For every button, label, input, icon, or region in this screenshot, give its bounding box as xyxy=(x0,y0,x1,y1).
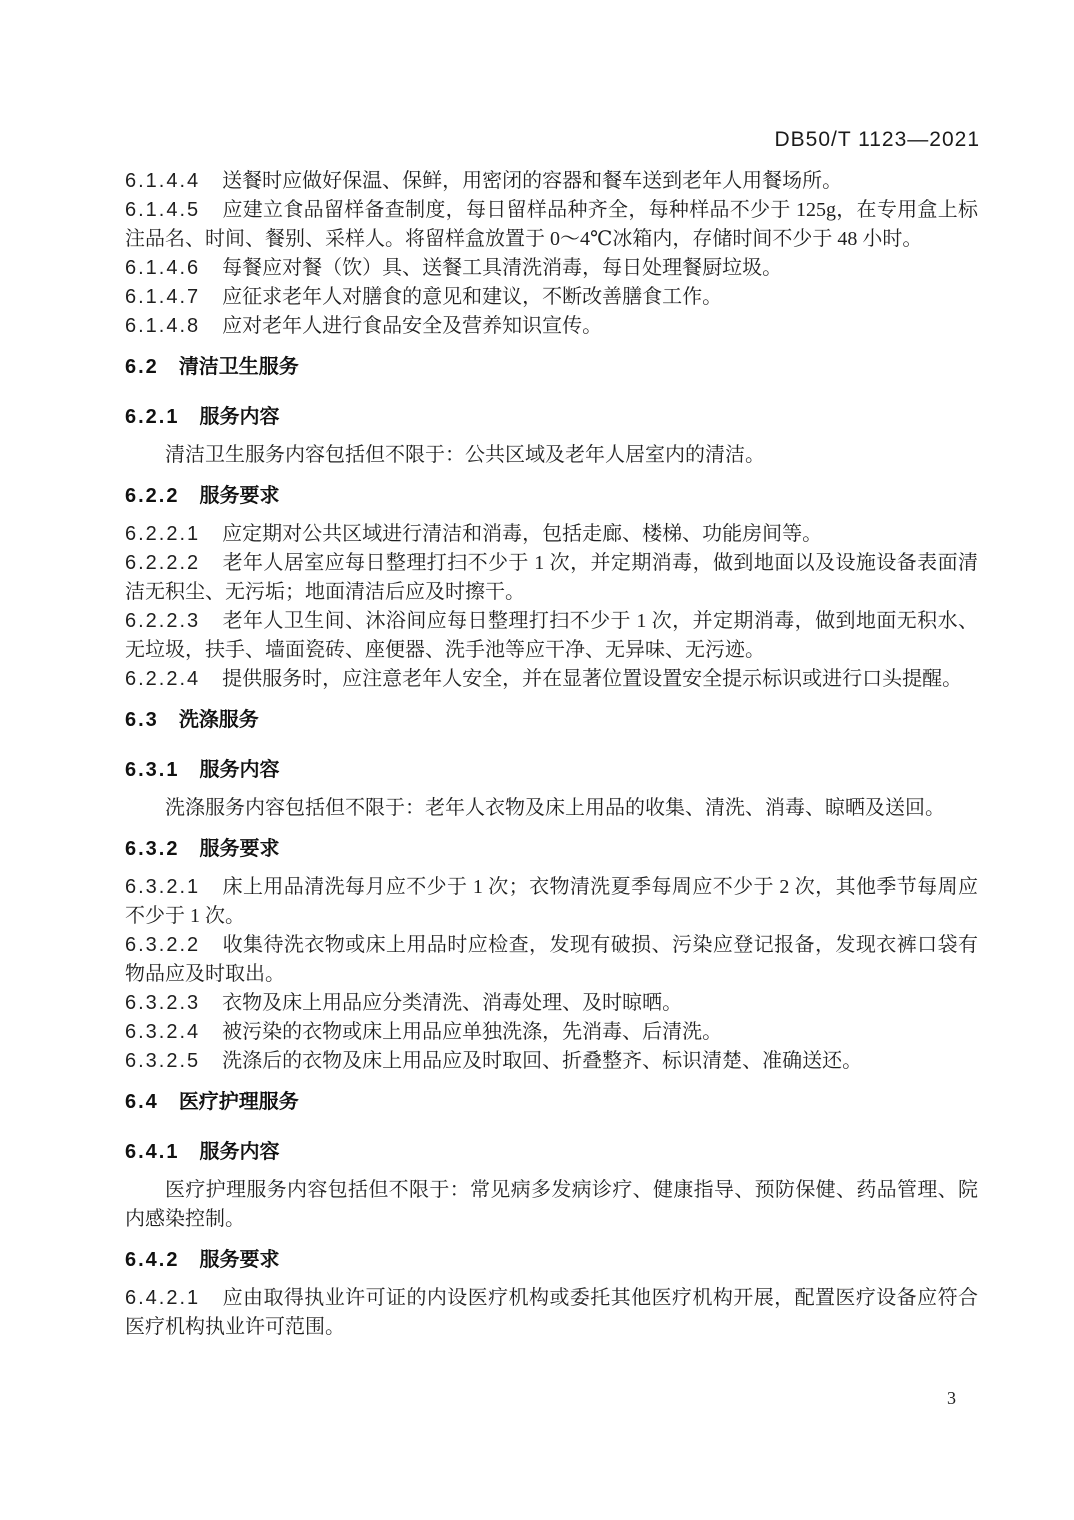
clause-number: 6.3.2.2 xyxy=(125,934,201,956)
section-heading xyxy=(125,391,978,441)
heading-title: 服务内容 xyxy=(199,759,280,781)
clause-text: 收集待洗衣物或床上用品时应检查，发现有破损、污染应登记报备，发现衣裤口袋有物品应及时取出。 xyxy=(125,934,978,985)
heading-number: 6.2 xyxy=(125,356,159,378)
heading-number: 6.4 xyxy=(125,1091,159,1113)
clause-paragraph xyxy=(125,312,978,341)
clause-text: 应由取得执业许可证的内设医疗机构或委托其他医疗机构开展，配置医疗设备应符合医疗机构执业许可范围。 xyxy=(125,1287,978,1338)
clause-paragraph xyxy=(125,254,978,283)
clause-text: 床上用品清洗每月应不少于 1 次；衣物清洗夏季每周应不少于 2 次，其他季节每周应不少于 1 次。 xyxy=(125,876,978,927)
clause-number: 6.3.2.4 xyxy=(125,1021,201,1043)
section-heading xyxy=(125,1234,978,1284)
clause-text: 洗涤后的衣物及床上用品应及时取回、折叠整齐、标识清楚、准确送还。 xyxy=(222,1050,863,1072)
clause-number: 6.2.2.2 xyxy=(125,552,201,574)
clause-number: 6.1.4.5 xyxy=(125,199,201,221)
heading-number: 6.4.1 xyxy=(125,1141,180,1163)
clause-text: 送餐时应做好保温、保鲜，用密闭的容器和餐车送到老年人用餐场所。 xyxy=(222,170,843,192)
section-heading xyxy=(125,823,978,873)
clause-paragraph xyxy=(125,989,978,1018)
heading-title: 服务要求 xyxy=(199,1249,280,1271)
clause-text: 老年人居室应每日整理打扫不少于 1 次，并定期消毒，做到地面以及设施设备表面清洁无积尘、无污垢；地面清洁后应及时擦干。 xyxy=(125,552,978,603)
heading-number: 6.2.2 xyxy=(125,485,180,507)
clause-paragraph xyxy=(125,1284,978,1342)
section-heading xyxy=(125,744,978,794)
clause-text: 老年人卫生间、沐浴间应每日整理打扫不少于 1 次，并定期消毒，做到地面无积水、无垃圾，扶手、墙面瓷砖、座便器、洗手池等应干净、无异味、无污迹。 xyxy=(125,610,978,661)
clause-text: 应征求老年人对膳食的意见和建议，不断改善膳食工作。 xyxy=(222,286,723,308)
heading-number: 6.2.1 xyxy=(125,406,180,428)
section-heading xyxy=(125,1076,978,1126)
clause-paragraph xyxy=(125,607,978,665)
clause-text: 衣物及床上用品应分类清洗、消毒处理、及时晾晒。 xyxy=(222,992,683,1014)
clause-text: 提供服务时，应注意老年人安全，并在显著位置设置安全提示标识或进行口头提醒。 xyxy=(222,668,963,690)
document-number-header: DB50/T 1123—2021 xyxy=(774,128,980,151)
clause-number: 6.2.2.4 xyxy=(125,668,201,690)
clause-paragraph xyxy=(125,196,978,254)
clause-text: 应对老年人进行食品安全及营养知识宣传。 xyxy=(222,315,603,337)
clause-number: 6.4.2.1 xyxy=(125,1287,201,1309)
clause-paragraph xyxy=(125,873,978,931)
clause-text: 应建立食品留样备查制度，每日留样品种齐全，每种样品不少于 125g，在专用盒上标注品名、时间、餐别、采样人。将留样盒放置于 0～4℃冰箱内，存储时间不少于 48 小时。 xyxy=(125,199,978,250)
heading-number: 6.3.1 xyxy=(125,759,180,781)
clause-text: 被污染的衣物或床上用品应单独洗涤，先消毒、后清洗。 xyxy=(222,1021,723,1043)
heading-title: 洗涤服务 xyxy=(178,709,259,731)
heading-title: 服务要求 xyxy=(199,485,280,507)
heading-title: 医疗护理服务 xyxy=(178,1091,299,1113)
heading-number: 6.3 xyxy=(125,709,159,731)
section-heading xyxy=(125,1126,978,1176)
clause-number: 6.1.4.8 xyxy=(125,315,201,337)
section-heading xyxy=(125,341,978,391)
clause-number: 6.2.2.3 xyxy=(125,610,201,632)
heading-number: 6.4.2 xyxy=(125,1249,180,1271)
clause-paragraph xyxy=(125,167,978,196)
heading-title: 服务要求 xyxy=(199,838,280,860)
section-heading xyxy=(125,694,978,744)
clause-paragraph xyxy=(125,931,978,989)
clause-number: 6.1.4.7 xyxy=(125,286,201,308)
clause-paragraph xyxy=(125,1047,978,1076)
clause-paragraph xyxy=(125,520,978,549)
clause-number: 6.3.2.1 xyxy=(125,876,201,898)
clause-number: 6.1.4.6 xyxy=(125,257,201,279)
clause-paragraph xyxy=(125,665,978,694)
document-body xyxy=(125,167,978,1342)
page-number: 3 xyxy=(947,1388,956,1408)
body-paragraph: 洗涤服务内容包括但不限于：老年人衣物及床上用品的收集、清洗、消毒、晾晒及送回。 xyxy=(165,797,945,819)
clause-number: 6.3.2.5 xyxy=(125,1050,201,1072)
heading-title: 服务内容 xyxy=(199,1141,280,1163)
clause-number: 6.2.2.1 xyxy=(125,523,201,545)
clause-text: 每餐应对餐（饮）具、送餐工具清洗消毒，每日处理餐厨垃圾。 xyxy=(222,257,783,279)
clause-paragraph xyxy=(125,549,978,607)
body-paragraph: 清洁卫生服务内容包括但不限于：公共区域及老年人居室内的清洁。 xyxy=(165,444,765,466)
clause-text: 应定期对公共区域进行清洁和消毒，包括走廊、楼梯、功能房间等。 xyxy=(222,523,823,545)
clause-number: 6.3.2.3 xyxy=(125,992,201,1014)
clause-paragraph xyxy=(125,1018,978,1047)
heading-title: 服务内容 xyxy=(199,406,280,428)
clause-paragraph xyxy=(125,283,978,312)
clause-number: 6.1.4.4 xyxy=(125,170,201,192)
section-heading xyxy=(125,470,978,520)
heading-title: 清洁卫生服务 xyxy=(178,356,299,378)
heading-number: 6.3.2 xyxy=(125,838,180,860)
body-paragraph: 医疗护理服务内容包括但不限于：常见病多发病诊疗、健康指导、预防保健、药品管理、院内感染控制。 xyxy=(125,1179,978,1230)
